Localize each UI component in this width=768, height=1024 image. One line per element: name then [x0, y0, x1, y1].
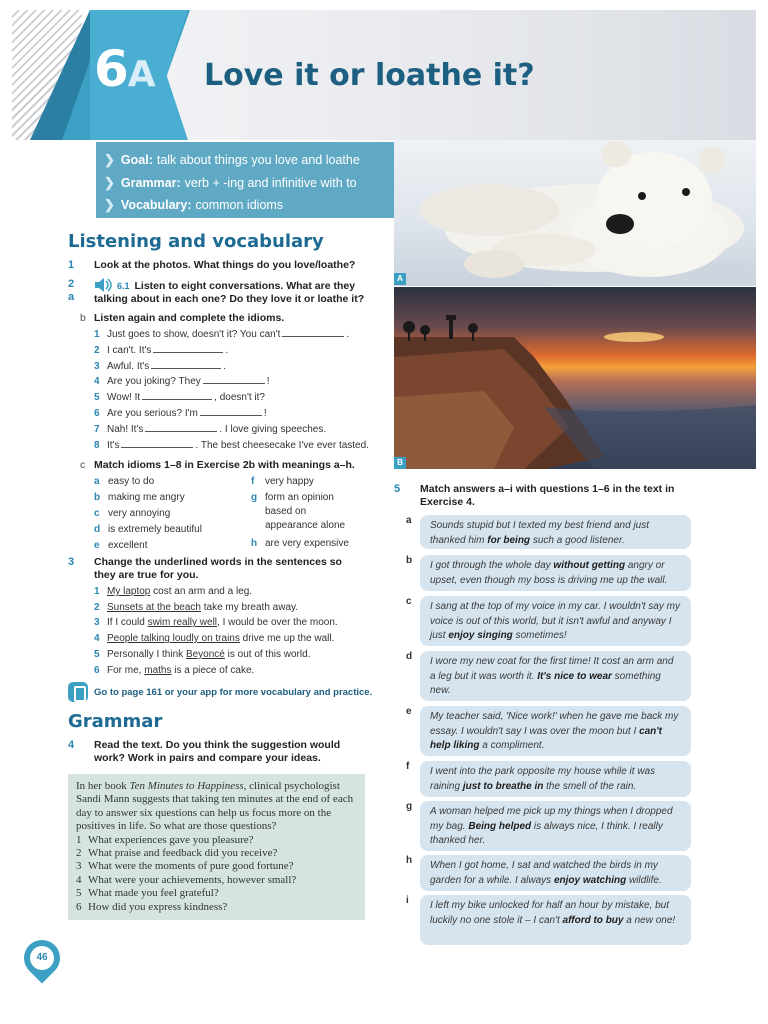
idiom-item: 8 It's . The best cheesecake I've ever tasted.	[94, 440, 369, 451]
reading-intro: In her book Ten Minutes to Happiness, clinical psychologist Sandi Mann suggests that taking ten minutes at the end of each day to answer six questions can help us focus more on the positives in life. So what are those questions?	[76, 780, 354, 833]
app-note-text: Go to page 161 or your app for more vocabulary and practice.	[94, 686, 373, 698]
idiom-item: 2 I can't. It's .	[94, 345, 229, 356]
idiom-item: 3 Awful. It's .	[94, 361, 227, 372]
meaning-item: b making me angry	[94, 492, 185, 503]
question-item: 1 What experiences gave you pleasure?	[76, 833, 254, 846]
answer-blank[interactable]	[282, 328, 344, 337]
exercise-number: 5	[394, 483, 401, 495]
meaning-item: a easy to do	[94, 476, 155, 487]
exercise-instruction: Read the text. Do you think the suggestion would work? Work in pairs and compare your ideas.	[94, 739, 341, 764]
exercise-number: 1	[68, 259, 75, 271]
photo-b-label: B	[394, 457, 406, 469]
answer-blank[interactable]	[145, 423, 217, 432]
answer-blank[interactable]	[151, 360, 221, 369]
question-item: 3 What were the moments of pure good fortune?	[76, 860, 294, 873]
unit-code	[94, 40, 155, 98]
meaning-item: c very annoying	[94, 508, 171, 519]
app-reference-note[interactable]	[68, 682, 372, 702]
answer-letter: f	[406, 761, 410, 772]
photo-polar-bear	[394, 140, 756, 286]
answer-blank[interactable]	[200, 407, 262, 416]
answer-bubble: Sounds stupid but I texted my best friend and just thanked him for being such a good listener.	[420, 515, 691, 549]
reading-text-box	[68, 774, 365, 920]
sentence-item: 3 If I could swim really well, I would be over the moon.	[94, 617, 338, 628]
grammar-heading: Grammar	[68, 711, 163, 732]
unit-letter: A	[127, 54, 155, 95]
sentence-item: 6 For me, maths is a piece of cake.	[94, 665, 255, 676]
meaning-item: f very happy	[251, 476, 314, 487]
exercise-number: 2 a	[68, 278, 75, 303]
answer-letter: c	[406, 596, 412, 607]
chevron-right-icon: ❯	[104, 152, 115, 168]
goal-text: talk about things you love and loathe	[156, 153, 360, 168]
vocabulary-text: common idioms	[195, 198, 284, 213]
unit-number: 6	[94, 40, 128, 98]
answer-letter: d	[406, 651, 413, 662]
sentence-item: 2 Sunsets at the beach take my breath away.	[94, 602, 299, 613]
answer-bubble: I wore my new coat for the first time! It cost an arm and a leg but it was worth it. It's nice to wear something new.	[420, 651, 691, 701]
question-item: 4 What were your achievements, however small?	[76, 873, 297, 886]
grammar-row	[104, 172, 394, 195]
exercise-number: 4	[68, 739, 75, 751]
answer-bubble: When I got home, I sat and watched the birds in my garden for a while. I always enjoy watching wildlife.	[420, 855, 691, 891]
question-item: 6 How did you express kindness?	[76, 900, 228, 913]
exercise-instruction	[94, 278, 370, 306]
photo-a-label: A	[394, 273, 406, 285]
meaning-item: h are very expensive	[251, 538, 349, 549]
answer-blank[interactable]	[153, 344, 223, 353]
sentence-item: 5 Personally I think Beyoncé is out of this world.	[94, 649, 311, 660]
answer-letter: a	[406, 515, 412, 526]
sentence-item: 4 People talking loudly on trains drive me up the wall.	[94, 633, 335, 644]
app-phone-icon	[68, 682, 88, 702]
answer-letter: h	[406, 855, 413, 866]
answer-blank[interactable]	[142, 391, 212, 400]
idiom-item: 1 Just goes to show, doesn't it? You can't .	[94, 329, 350, 340]
exercise-letter: c	[80, 459, 86, 471]
answer-bubble: A woman helped me pick up my things when I dropped my bag. Being helped is always nice, I think. I really thanked her.	[420, 801, 691, 851]
grammar-text: verb + -ing and infinitive with to	[184, 175, 357, 190]
answer-letter: i	[406, 895, 409, 906]
goal-row	[104, 149, 394, 172]
answer-blank[interactable]	[203, 375, 265, 384]
answer-blank[interactable]	[121, 439, 193, 448]
exercise-instruction: Look at the photos. What things do you love/loathe?	[94, 259, 356, 271]
idiom-item: 5 Wow! It , doesn't it?	[94, 392, 265, 403]
grammar-label: Grammar:	[120, 175, 181, 190]
answer-bubble: My teacher said, 'Nice work!' when he gave me back my essay. I wouldn't say I was over the moon but I can't help liking a compliment.	[420, 706, 691, 756]
goal-label: Goal:	[120, 153, 153, 168]
vocabulary-label: Vocabulary:	[120, 198, 192, 213]
meaning-item: d is extremely beautiful	[94, 524, 202, 535]
answer-bubble: I sang at the top of my voice in my car. I wouldn't say my voice is out of this world, but it isn't awful and anyway I just enjoy singing sometimes!	[420, 596, 691, 646]
answer-bubble: I went into the park opposite my house while it was raining just to breathe in the smell of the rain.	[420, 761, 691, 797]
meaning-item: e excellent	[94, 540, 148, 551]
answer-letter: e	[406, 706, 412, 717]
photo-sunset-coast	[394, 287, 756, 469]
answer-bubble: I left my bike unlocked for half an hour by mistake, but luckily no one stole it – I can't afford to buy a new one!	[420, 895, 691, 945]
idiom-item: 4 Are you joking? They !	[94, 376, 270, 387]
exercise-instruction: Match answers a–i with questions 1–6 in the text in Exercise 4.	[420, 483, 675, 508]
audio-speaker-icon[interactable]	[94, 278, 114, 292]
idiom-item: 6 Are you serious? I'm !	[94, 408, 267, 419]
book-title: Ten Minutes to Happiness	[129, 780, 244, 792]
polar-bear-illustration	[394, 140, 756, 286]
meanings-list-right	[251, 475, 363, 553]
exercise-instruction: Change the underlined words in the sentences so they are true for you.	[94, 556, 342, 581]
meaning-item: g form an opinion based on appearance alone	[251, 492, 346, 531]
sentence-item: 1 My laptop cost an arm and a leg.	[94, 586, 253, 597]
exercise-letter: b	[80, 312, 86, 324]
audio-track-number: 6.1	[117, 281, 130, 291]
exercise-instruction: Match idioms 1–8 in Exercise 2b with meanings a–h.	[94, 459, 355, 471]
exercise-text: Listen to eight conversations. What are they talking about in each one? Do they love it or loathe it?	[94, 280, 365, 305]
lesson-title: Love it or loathe it?	[204, 58, 535, 93]
question-item: 5 What made you feel grateful?	[76, 887, 219, 900]
answer-letter: b	[406, 555, 413, 566]
exercise-number: 3	[68, 556, 75, 568]
answer-bubble: I got through the whole day without getting angry or upset, even though my boss is driving me up the wall.	[420, 555, 691, 591]
exercise-instruction: Listen again and complete the idioms.	[94, 312, 285, 324]
page-number: 46	[30, 946, 54, 970]
chevron-right-icon: ❯	[104, 197, 115, 213]
idiom-item: 7 Nah! It's . I love giving speeches.	[94, 424, 327, 435]
question-item: 2 What praise and feedback did you receive?	[76, 847, 278, 860]
sunset-coast-illustration	[394, 287, 756, 469]
lesson-goals-box	[96, 142, 394, 218]
answer-letter: g	[406, 801, 413, 812]
listening-heading: Listening and vocabulary	[68, 231, 324, 252]
vocabulary-row	[104, 194, 394, 217]
chevron-right-icon: ❯	[104, 174, 115, 190]
meanings-list-left	[94, 475, 244, 555]
